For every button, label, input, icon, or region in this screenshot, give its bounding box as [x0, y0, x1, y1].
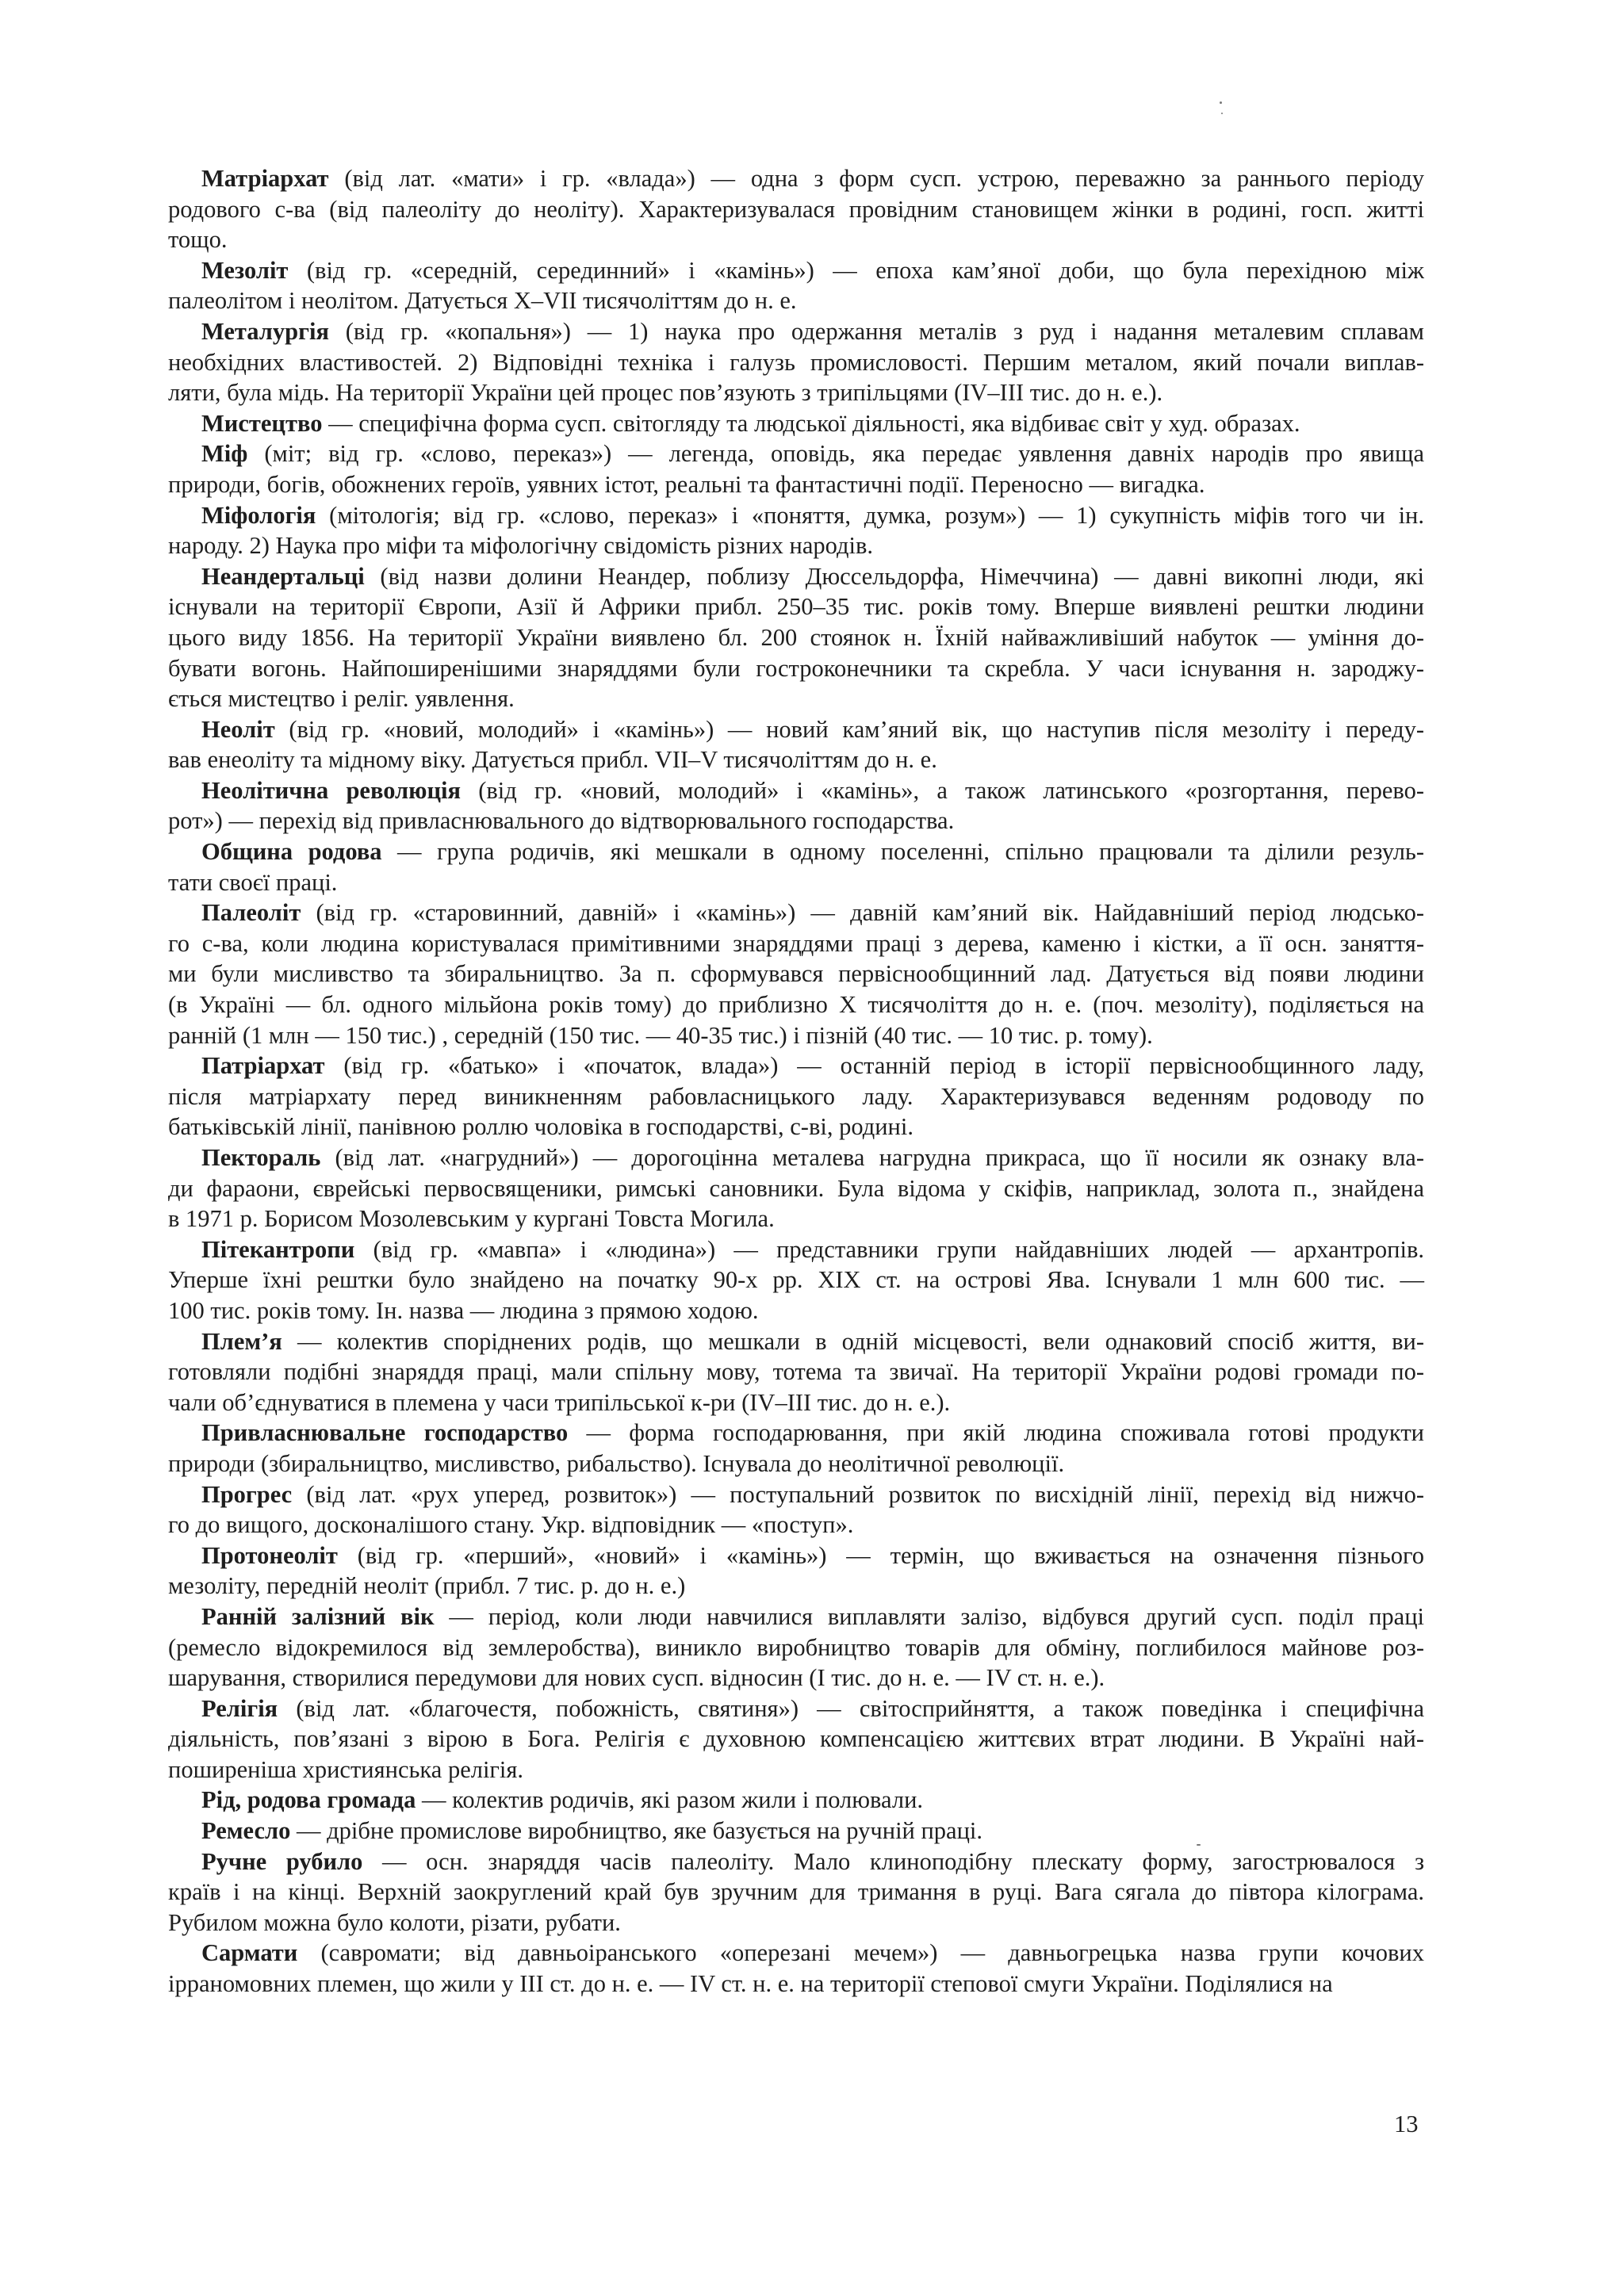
entry-text: (від гр. «новий, молодий» і «камінь») — новий кам’яний вік, що наступив після мезоліту і переду-: [274, 715, 1424, 743]
scan-speck: [1197, 1844, 1201, 1846]
entry-line: [168, 1877, 1424, 1908]
entry-text: ми були мисливство та збиральництво. За п. сформувався первіснообщинний лад. Датується від появи людини: [168, 960, 1424, 988]
entry-term: Мистецтво: [201, 409, 323, 437]
entry-term: Палеоліт: [201, 899, 301, 927]
entry-line: [168, 561, 1424, 592]
entry-term: Прогрес: [201, 1480, 293, 1508]
entry-text: (від лат. «благочестя, побожність, святиня») — світосприйняття, а також поведінка і специфічна: [278, 1694, 1424, 1722]
entry-line: [168, 1510, 1424, 1540]
entry-text: тощо.: [168, 226, 228, 254]
entry-line: [168, 469, 1424, 500]
entry-line: [168, 1265, 1424, 1295]
entry-text: поширеніша християнська релігія.: [168, 1755, 524, 1783]
entry-text: (від гр. «копальня») — 1) наука про одержання металів з руд і надання металевим сплавам: [328, 317, 1424, 345]
entry-line: [168, 1234, 1424, 1265]
entry-text: тати своєї праці.: [168, 868, 338, 896]
entry-text: (ремесло відокремилося від землеробства), виникло виробництво товарів для обміну, поглибилося майнове роз-: [168, 1633, 1424, 1661]
entry-line: [168, 622, 1424, 653]
entry-line: [168, 1050, 1424, 1081]
entry-line: [168, 1142, 1424, 1173]
entry-text: — період, коли люди навчилися виплавляти залізо, відбувся другий сусп. поділ праці: [434, 1602, 1424, 1630]
entry-text: діяльність, пов’язані з вірою в Бога. Релігія є духовною компенсацією життєвих втрат людини. В Україні най-: [168, 1725, 1424, 1753]
entry-text: палеолітом і неолітом. Датується X–VII тисячоліттям до н. е.: [168, 287, 797, 315]
entry-text: (від гр. «батько» і «початок, влада») — останній період в історії первіснообщинного ладу,: [324, 1052, 1424, 1080]
entry-line: [168, 775, 1424, 806]
entry-text: необхідних властивостей. 2) Відповідні техніка і галузь промисловості. Першим металом, який почали виплав-: [168, 348, 1424, 376]
entry-term: Рід, родова громада: [201, 1786, 416, 1814]
entry-text: го до вищого, досконалішого стану. Укр. відповідник — «поступ».: [168, 1511, 854, 1539]
glossary-entry: [168, 1142, 1424, 1234]
glossary-entry: [168, 1234, 1424, 1326]
entry-line: [168, 1295, 1424, 1326]
entry-line: [168, 806, 1424, 836]
entry-text: (від гр. «новий, молодий» і «камінь», а також латинського «розгортання, перево-: [461, 776, 1424, 804]
entry-line: [168, 1479, 1424, 1510]
entry-line: [168, 836, 1424, 867]
entry-text: — колектив споріднених родів, що мешкали в одній місцевості, вели однаковий спосіб життя, ви-: [282, 1327, 1424, 1355]
entry-line: [168, 1326, 1424, 1357]
entry-line: [168, 1816, 1424, 1846]
entry-text: після матріархату перед виникненням рабовласницького ладу. Характеризувався веденням родоводу по: [168, 1082, 1424, 1110]
entry-line: [168, 1908, 1424, 1938]
entry-line: [168, 1601, 1424, 1632]
entry-line: [168, 867, 1424, 898]
glossary-entry: [168, 1785, 1424, 1816]
glossary-entry: [168, 438, 1424, 499]
entry-line: [168, 683, 1424, 714]
entry-text: (від лат. «нагрудний») — дорогоцінна металева нагрудна прикраса, що її носили як ознаку вла-: [320, 1144, 1424, 1171]
entry-text: (савромати; від давньоіранського «оперезані мечем») — давньогрецька назва групи кочових: [297, 1939, 1424, 1967]
entry-term: Неандертальці: [201, 562, 365, 590]
entry-term: Неоліт: [201, 715, 275, 743]
glossary-entry: [168, 1816, 1424, 1846]
glossary-entry: [168, 500, 1424, 561]
entry-text: ди фараони, єврейські первосвященики, римські сановники. Була відома у скіфів, наприклад, золота п., знайдена: [168, 1174, 1424, 1202]
entry-text: (в Україні — бл. одного мільйона років тому) до приблизно X тисячоліття до н. е. (поч. мезоліту), поділяється на: [168, 991, 1424, 1019]
entry-text: (від лат. «мати» і гр. «влада») — одна з форм сусп. устрою, переважно за раннього періоду: [328, 165, 1424, 192]
glossary-entry: [168, 836, 1424, 897]
glossary-entry: [168, 1693, 1424, 1785]
glossary-entry: [168, 316, 1424, 408]
entry-line: [168, 1846, 1424, 1877]
entry-line: [168, 1387, 1424, 1418]
entry-line: [168, 1112, 1424, 1142]
entry-term: Неолітична революція: [201, 776, 462, 804]
entry-line: [168, 591, 1424, 622]
entry-text: (мітологія; від гр. «слово, переказ» і «поняття, думка, розум») — 1) сукупність міфів того чи ін.: [316, 501, 1424, 529]
entry-text: країв і на кінці. Верхній заокруглений край був зручним для тримання в руці. Вага сягала до півтора кілограма.: [168, 1878, 1424, 1906]
entry-text: (від лат. «рух уперед, розвиток») — поступальний розвиток по висхідній лінії, перехід від нижчо-: [292, 1480, 1424, 1508]
entry-text: ляти, була мідь. На території України цей процес пов’язують з трипільцями (IV–III тис. до н. е.).: [168, 379, 1163, 407]
entry-text: (від назви долини Неандер, поблизу Дюссельдорфа, Німеччина) — давні викопні люди, які: [364, 562, 1424, 590]
entry-text: батьківській лінії, панівною роллю чоловіка в господарстві, с-ві, родині.: [168, 1113, 914, 1141]
entry-line: [168, 316, 1424, 347]
entry-line: [168, 1357, 1424, 1387]
entry-text: народу. 2) Наука про міфи та міфологічну свідомість різних народів.: [168, 532, 873, 560]
entry-term: Металургія: [201, 317, 329, 345]
entry-text: в 1971 р. Борисом Мозолевським у кургані Товста Могила.: [168, 1205, 775, 1233]
entry-line: [168, 1938, 1424, 1969]
page-number: 13: [1394, 2110, 1419, 2137]
entry-line: [168, 714, 1424, 745]
entry-line: [168, 1448, 1424, 1479]
entry-text: рот») — перехід від привласнювального до відтворювального господарства.: [168, 807, 955, 835]
entry-line: [168, 500, 1424, 531]
entry-term: Привласнювальне господарство: [201, 1419, 569, 1447]
entry-text: шарування, створилися передумови для нових сусп. відносин (I тис. до н. е. — IV ст. н. е.).: [168, 1664, 1105, 1692]
entry-line: [168, 1724, 1424, 1755]
glossary-entry: [168, 775, 1424, 836]
entry-text: Рубилом можна було колоти, різати, рубати.: [168, 1908, 621, 1936]
entry-term: Пектораль: [201, 1144, 321, 1171]
entry-text: (від гр. «старовинний, давній» і «камінь») — давній кам’яний вік. Найдавніший період людсько-: [301, 899, 1424, 927]
entry-text: Уперше їхні рештки було знайдено на початку 90-х рр. XIX ст. на острові Ява. Існували 1 млн 600 тис. —: [168, 1266, 1424, 1294]
entry-text: — дрібне промислове виробництво, яке базується на ручній праці.: [290, 1817, 983, 1845]
entry-text: чали об’єднуватися в племена у часи трипільської к-ри (IV–III тис. до н. е.).: [168, 1388, 951, 1416]
glossary-page: [168, 163, 1424, 1999]
entry-line: [168, 1081, 1424, 1112]
entry-line: [168, 438, 1424, 469]
entry-text: — осн. знаряддя часів палеоліту. Мало клиноподібну плескату форму, загострювалося з: [362, 1847, 1424, 1875]
entry-line: [168, 744, 1424, 775]
glossary-entry: [168, 163, 1424, 255]
entry-text: го с-ва, коли людина користувалася примітивними знаряддями праці з дерева, каменю і кістки, а її осн. заняття-: [168, 929, 1424, 957]
entry-line: [168, 1693, 1424, 1724]
entry-text: родового с-ва (від палеоліту до неоліту). Характеризувалася провідним становищем жінки в родині, госп. житті: [168, 195, 1424, 223]
entry-line: [168, 163, 1424, 194]
entry-text: — форма господарювання, при якій людина споживала готові продукти: [568, 1419, 1425, 1447]
entry-text: (від гр. «перший», «новий» і «камінь») — термін, що вживається на означення пізнього: [337, 1541, 1424, 1569]
entry-line: [168, 347, 1424, 378]
entry-text: ранній (1 млн — 150 тис.) , середній (150 тис. — 40-35 тис.) і пізній (40 тис. — 10 тис. р. тому).: [168, 1021, 1153, 1049]
entry-text: вав енеоліту та мідному віку. Датується прибл. VII–V тисячоліттям до н. е.: [168, 746, 937, 774]
entry-text: ється мистецтво і реліг. уявлення.: [168, 685, 515, 713]
entry-text: — група родичів, які мешкали в одному поселенні, спільно працювали та ділили резуль-: [381, 838, 1424, 866]
entry-text: 100 тис. років тому. Ін. назва — людина з прямою ходою.: [168, 1296, 759, 1324]
entry-line: [168, 897, 1424, 928]
entry-term: Плем’я: [201, 1327, 282, 1355]
entry-text: цього виду 1856. На території України виявлено бл. 200 стоянок н. Їхній найважливіший набуток — уміння до-: [168, 623, 1424, 651]
entry-term: Ранній залізний вік: [201, 1602, 435, 1630]
glossary-entry: [168, 561, 1424, 714]
entry-term: Протонеоліт: [201, 1541, 338, 1569]
entry-text: (міт; від гр. «слово, переказ») — легенда, оповідь, яка передає уявлення давніх народів про явища: [247, 440, 1424, 468]
entry-line: [168, 1969, 1424, 1999]
entry-line: [168, 1418, 1424, 1448]
glossary-entry: [168, 255, 1424, 316]
entry-line: [168, 530, 1424, 561]
entry-line: [168, 194, 1424, 225]
entry-line: [168, 1571, 1424, 1601]
entry-line: [168, 928, 1424, 959]
entry-text: ірраномовних племен, що жили у III ст. до н. е. — IV ст. н. е. на території степової смуги України. Поділялися на: [168, 1970, 1333, 1998]
entry-line: [168, 408, 1424, 439]
entry-text: (від гр. «середній, серединний» і «камінь») — епоха кам’яної доби, що була перехідною між: [288, 256, 1424, 284]
entry-term: Міфологія: [201, 501, 316, 529]
entry-line: [168, 1663, 1424, 1693]
entry-line: [168, 1203, 1424, 1234]
glossary-entry: [168, 408, 1424, 439]
entry-term: Пітекантропи: [201, 1235, 355, 1263]
entry-term: Община родова: [201, 838, 382, 866]
entry-term: Ремесло: [201, 1817, 291, 1845]
entry-text: — специфічна форма сусп. світогляду та людської діяльності, яка відбиває світ у худ. образах.: [322, 409, 1300, 437]
entry-line: [168, 1173, 1424, 1204]
entry-line: [168, 989, 1424, 1020]
entry-text: готовляли подібні знаряддя праці, мали спільну мову, тотема та звичаї. На території України родові громади по-: [168, 1358, 1424, 1386]
entry-text: — колектив родичів, які разом жили і полювали.: [416, 1786, 924, 1814]
entry-line: [168, 224, 1424, 255]
entry-text: природи (збиральництво, мисливство, рибальство). Існувала до неолітичної революції.: [168, 1449, 1065, 1477]
entry-term: Патріархат: [201, 1052, 325, 1080]
entry-line: [168, 1755, 1424, 1785]
entry-line: [168, 1785, 1424, 1816]
entry-text: бувати вогонь. Найпоширенішими знаряддями були гостроконечники та скребла. У часи існування н. зароджу-: [168, 654, 1424, 682]
glossary-entry: [168, 714, 1424, 775]
entry-text: мезоліту, передній неоліт (прибл. 7 тис. р. до н. е.): [168, 1572, 686, 1600]
entry-term: Мезоліт: [201, 256, 289, 284]
scan-speck: [1221, 113, 1223, 114]
glossary-entry: [168, 897, 1424, 1050]
glossary-entry: [168, 1479, 1424, 1540]
glossary-entry: [168, 1418, 1424, 1479]
glossary-entry: [168, 1540, 1424, 1601]
glossary-entry: [168, 1601, 1424, 1693]
glossary-entry: [168, 1050, 1424, 1142]
entry-line: [168, 1540, 1424, 1571]
entry-line: [168, 1020, 1424, 1051]
entry-line: [168, 959, 1424, 989]
glossary-entry: [168, 1846, 1424, 1938]
entry-line: [168, 285, 1424, 316]
entry-line: [168, 653, 1424, 684]
scan-speck: [1220, 101, 1222, 104]
entry-line: [168, 1632, 1424, 1663]
entry-line: [168, 255, 1424, 286]
entry-term: Сармати: [201, 1939, 298, 1967]
entry-line: [168, 377, 1424, 408]
entry-term: Релігія: [201, 1694, 278, 1722]
entry-text: природи, богів, обожнених героїв, уявних істот, реальні та фантастичні події. Переносно — вигадка.: [168, 470, 1205, 498]
entry-text: існували на території Європи, Азії й Африки прибл. 250–35 тис. років тому. Вперше виявлені рештки людини: [168, 593, 1424, 621]
glossary-entry: [168, 1938, 1424, 1999]
entry-term: Ручне рубило: [201, 1847, 363, 1875]
glossary-entry: [168, 1326, 1424, 1418]
entry-term: Міф: [201, 440, 248, 468]
entry-term: Матріархат: [201, 165, 329, 192]
entry-text: (від гр. «мавпа» і «людина») — представники групи найдавніших людей — архантропів.: [354, 1235, 1424, 1263]
